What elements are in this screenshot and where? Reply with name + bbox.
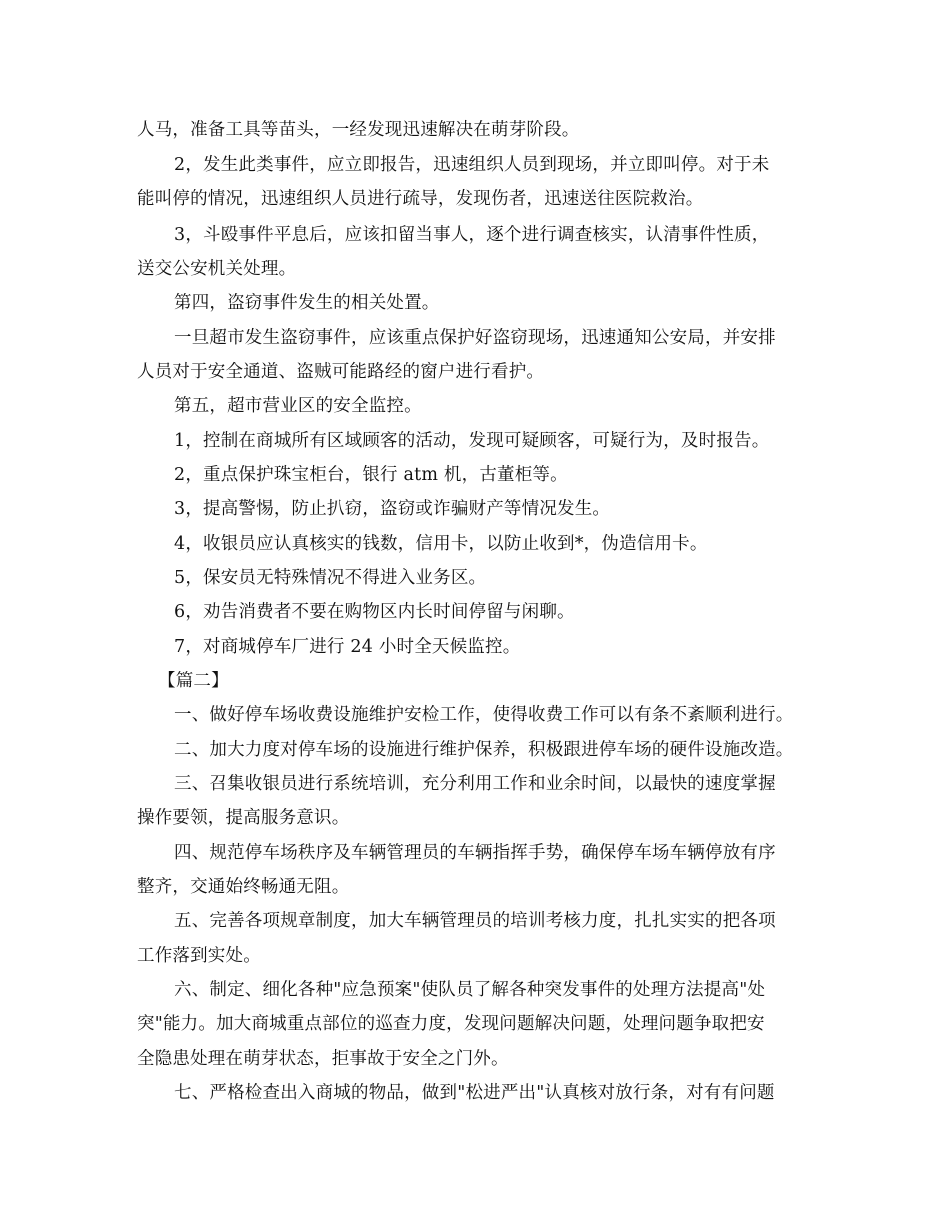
text-line: 操作要领，提高服务意识。 [137,808,350,828]
section-heading: 【篇二】 [158,671,229,691]
text-line: 一旦超市发生盗窃事件，应该重点保护好盗窃现场，迅速通知公安局，并安排 [174,328,776,348]
text-line: 人马，准备工具等苗头，一经发现迅速解决在萌芽阶段。 [137,120,580,140]
text-line: 全隐患处理在萌芽状态，拒事故于安全之门外。 [137,1049,509,1069]
text-line: 2，重点保护珠宝柜台，银行 atm 机，古董柜等。 [174,465,568,485]
text-line: 送交公安机关处理。 [137,259,297,279]
text-line: 六、制定、细化各种"应急预案"使队员了解各种突发事件的处理方法提高"处 [174,980,766,1000]
text-line: 工作落到实处。 [137,946,261,966]
text-line: 4，收银员应认真核实的钱数，信用卡，以防止收到*，伪造信用卡。 [174,534,708,554]
text-line: 整齐，交通始终畅通无阻。 [137,877,350,897]
text-line: 3，斗殴事件平息后，应该扣留当事人，逐个进行调查核实，认清事件性质， [174,225,770,245]
section-heading: 第四，盗窃事件发生的相关处置。 [174,293,440,313]
text-line: 2，发生此类事件，应立即报告，迅速组织人员到现场，并立即叫停。对于未 [174,155,770,175]
text-line: 6，劝告消费者不要在购物区内长时间停留与闲聊。 [174,602,575,622]
text-line: 5，保安员无特殊情况不得进入业务区。 [174,568,487,588]
text-line: 人员对于安全通道、盗贼可能路经的窗户进行看护。 [137,362,545,382]
text-line: 二、加大力度对停车场的设施进行维护保养，积极跟进停车场的硬件设施改造。 [174,740,794,760]
section-heading: 第五，超市营业区的安全监控。 [174,396,422,416]
text-line: 1，控制在商城所有区域顾客的活动，发现可疑顾客，可疑行为，及时报告。 [174,431,770,451]
text-line: 三、召集收银员进行系统培训，充分利用工作和业余时间，以最快的速度掌握 [174,774,776,794]
text-line: 能叫停的情况，迅速组织人员进行疏导，发现伤者，迅速送往医院救治。 [137,189,704,209]
text-line: 四、规范停车场秩序及车辆管理员的车辆指挥手势，确保停车场车辆停放有序 [174,843,776,863]
text-line: 一、做好停车场收费设施维护安检工作，使得收费工作可以有条不紊顺利进行。 [174,705,794,725]
text-line: 3，提高警惕，防止扒窃，盗窃或诈骗财产等情况发生。 [174,499,611,519]
text-line: 突"能力。加大商城重点部位的巡查力度，发现问题解决问题，处理问题争取把安 [137,1014,765,1034]
text-line: 7，对商城停车厂进行 24 小时全天候监控。 [174,637,521,657]
text-line: 七、严格检查出入商城的物品，做到"松进严出"认真核对放行条，对有有问题 [174,1083,775,1103]
text-line: 五、完善各项规章制度，加大车辆管理员的培训考核力度，扎扎实实的把各项 [174,911,776,931]
